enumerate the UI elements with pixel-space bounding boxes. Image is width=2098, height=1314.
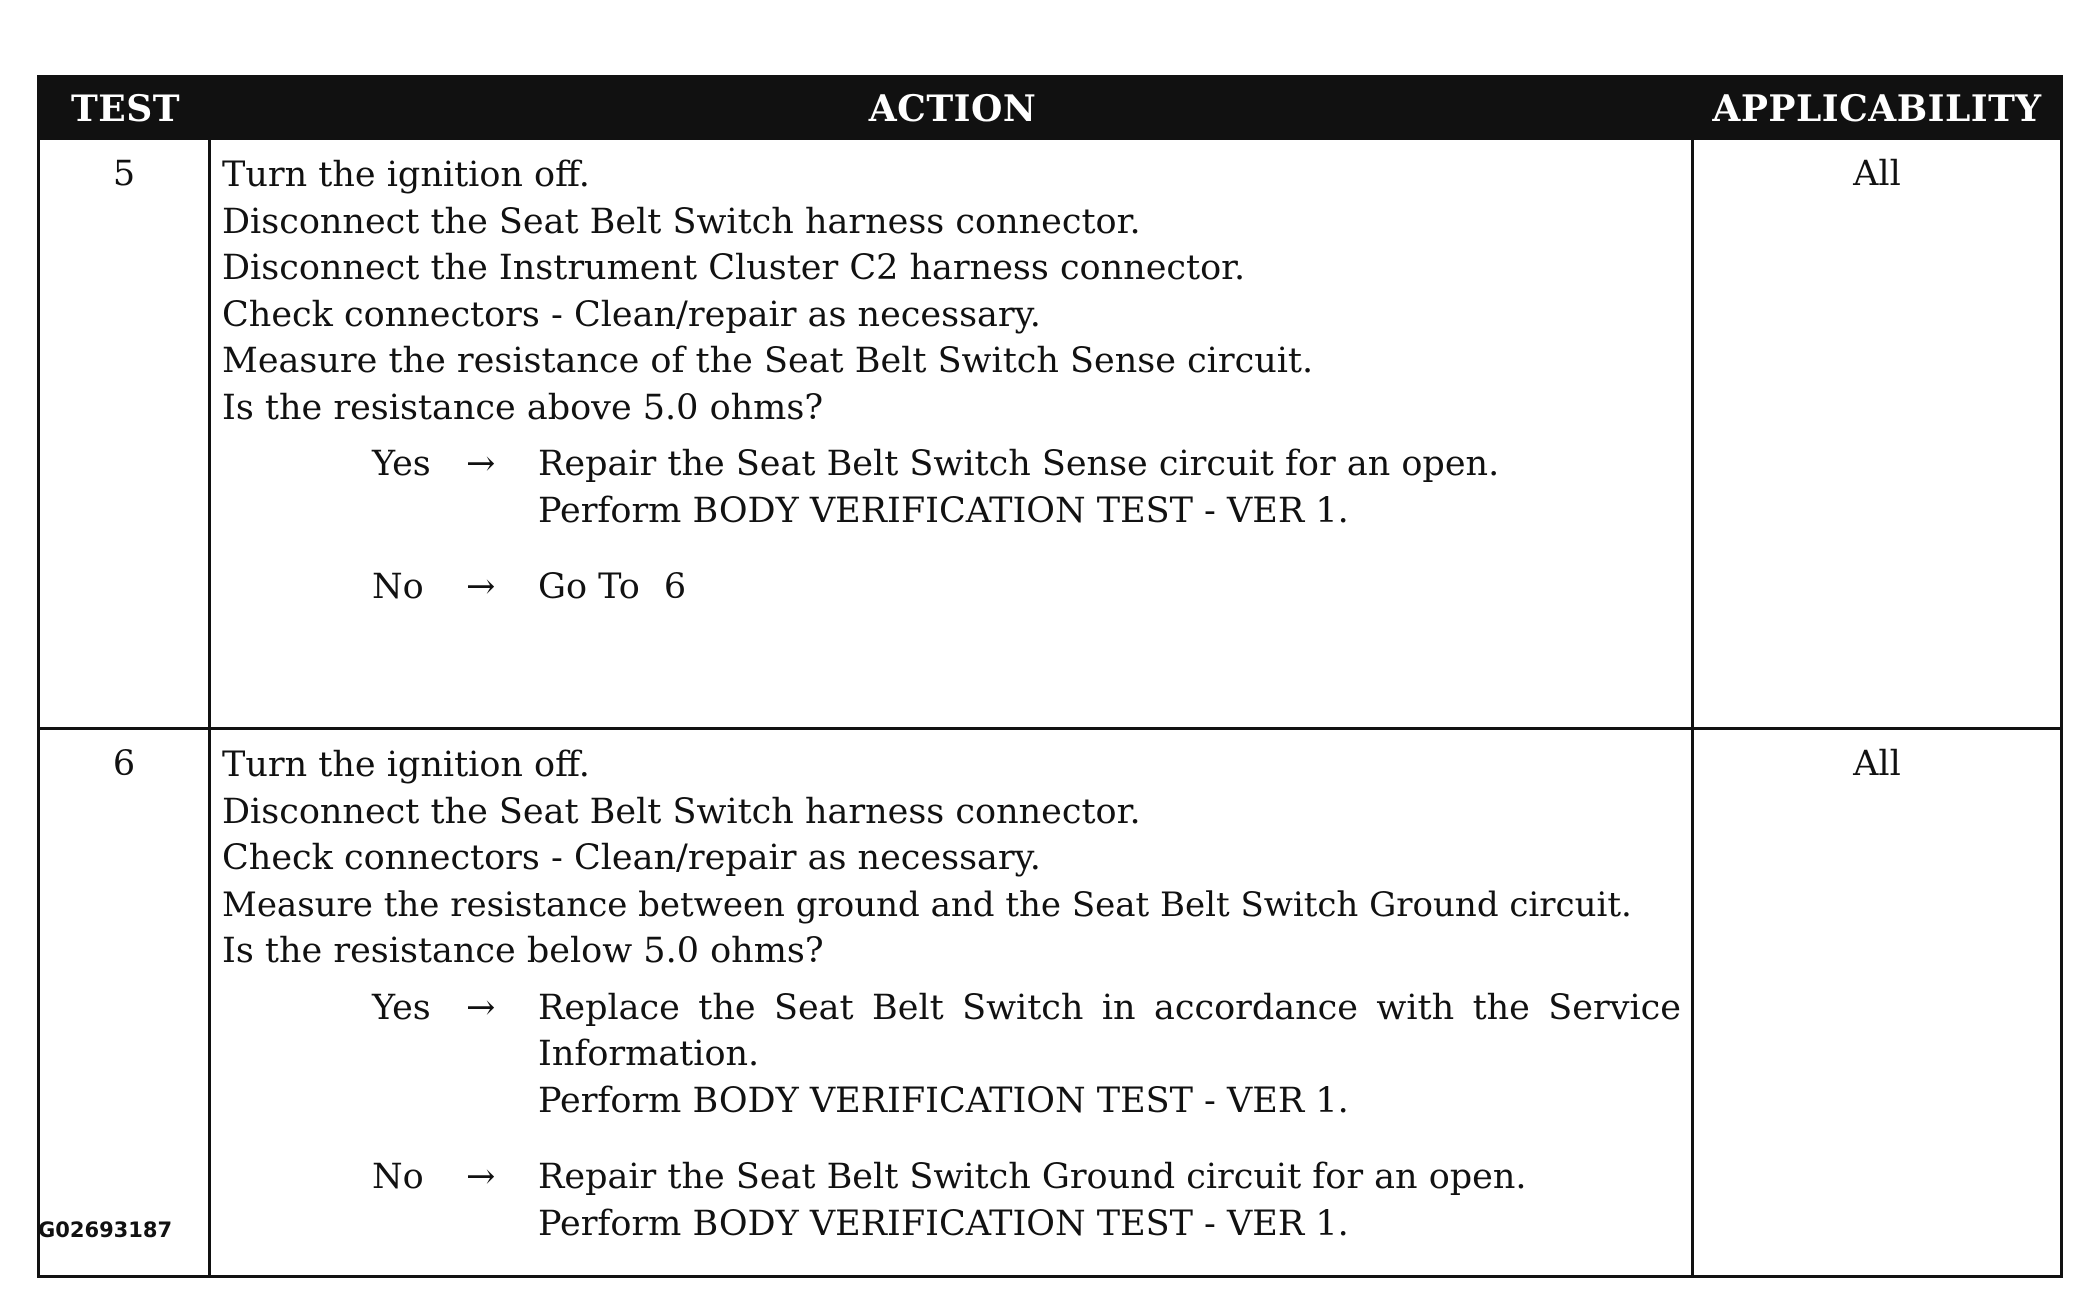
table-header <box>40 78 2060 140</box>
action-step: Disconnect the Seat Belt Switch harness connector. <box>222 791 1141 832</box>
figure-id: G02693187 <box>38 1218 173 1242</box>
action-step: Disconnect the Instrument Cluster C2 harness connector. <box>222 248 1246 288</box>
header-action: ACTION <box>868 88 1037 130</box>
action-step: Is the resistance above 5.0 ohms? <box>222 387 824 428</box>
yes-label: Yes <box>372 987 431 1028</box>
action-cell <box>211 730 1694 1275</box>
applicability-value: All <box>1853 154 1901 194</box>
yes-instructions <box>538 985 1681 1125</box>
table-row <box>40 727 2060 1275</box>
no-label: No <box>372 1157 424 1197</box>
outcome-line: Perform BODY VERIFICATION TEST - VER 1. <box>538 1203 1349 1244</box>
right-arrow-icon: → <box>466 567 496 607</box>
no-outcome <box>222 564 1681 611</box>
yes-outcome <box>222 985 1681 1125</box>
goto-text: Go To <box>538 567 640 607</box>
action-step: Turn the ignition off. <box>222 745 590 785</box>
yes-outcome <box>222 441 1681 534</box>
test-number: 6 <box>40 730 211 1275</box>
no-instructions <box>538 564 1681 611</box>
right-arrow-icon: → <box>466 1157 496 1197</box>
action-step: Check connectors - Clean/repair as necessary. <box>222 838 1041 878</box>
no-label: No <box>372 567 424 607</box>
action-step: Measure the resistance of the Seat Belt Switch Sense circuit. <box>222 341 1314 381</box>
header-applicability: APPLICABILITY <box>1712 88 2042 130</box>
applicability-value: All <box>1853 744 1901 784</box>
action-step: Turn the ignition off. <box>222 155 590 195</box>
outcome-line: Replace the Seat Belt Switch in accordance with the Service <box>538 987 1681 1028</box>
outcome-line: Repair the Seat Belt Switch Sense circuit for an open. <box>538 444 1500 484</box>
right-arrow-icon: → <box>466 444 496 484</box>
yes-instructions <box>538 441 1681 534</box>
action-cell <box>211 140 1694 727</box>
diagnostic-test-table <box>37 75 2063 1278</box>
action-step: Measure the resistance between ground and the Seat Belt Switch Ground circuit. <box>222 884 1632 925</box>
outcome-line: Perform BODY VERIFICATION TEST - VER 1. <box>538 490 1349 531</box>
goto-test-link[interactable]: 6 <box>663 567 687 607</box>
no-instructions <box>538 1154 1681 1247</box>
action-step: Is the resistance below 5.0 ohms? <box>222 931 824 971</box>
action-step: Disconnect the Seat Belt Switch harness connector. <box>222 201 1141 242</box>
yes-label: Yes <box>372 444 431 484</box>
outcome-line: Information. <box>538 1034 760 1074</box>
right-arrow-icon: → <box>466 987 496 1028</box>
table-row <box>40 140 2060 727</box>
action-step: Check connectors - Clean/repair as necessary. <box>222 294 1041 335</box>
header-test: TEST <box>70 88 180 130</box>
outcome-line: Repair the Seat Belt Switch Ground circuit for an open. <box>538 1157 1527 1197</box>
outcome-line: Perform BODY VERIFICATION TEST - VER 1. <box>538 1080 1349 1121</box>
test-number: 5 <box>40 140 211 727</box>
no-outcome <box>222 1154 1681 1247</box>
